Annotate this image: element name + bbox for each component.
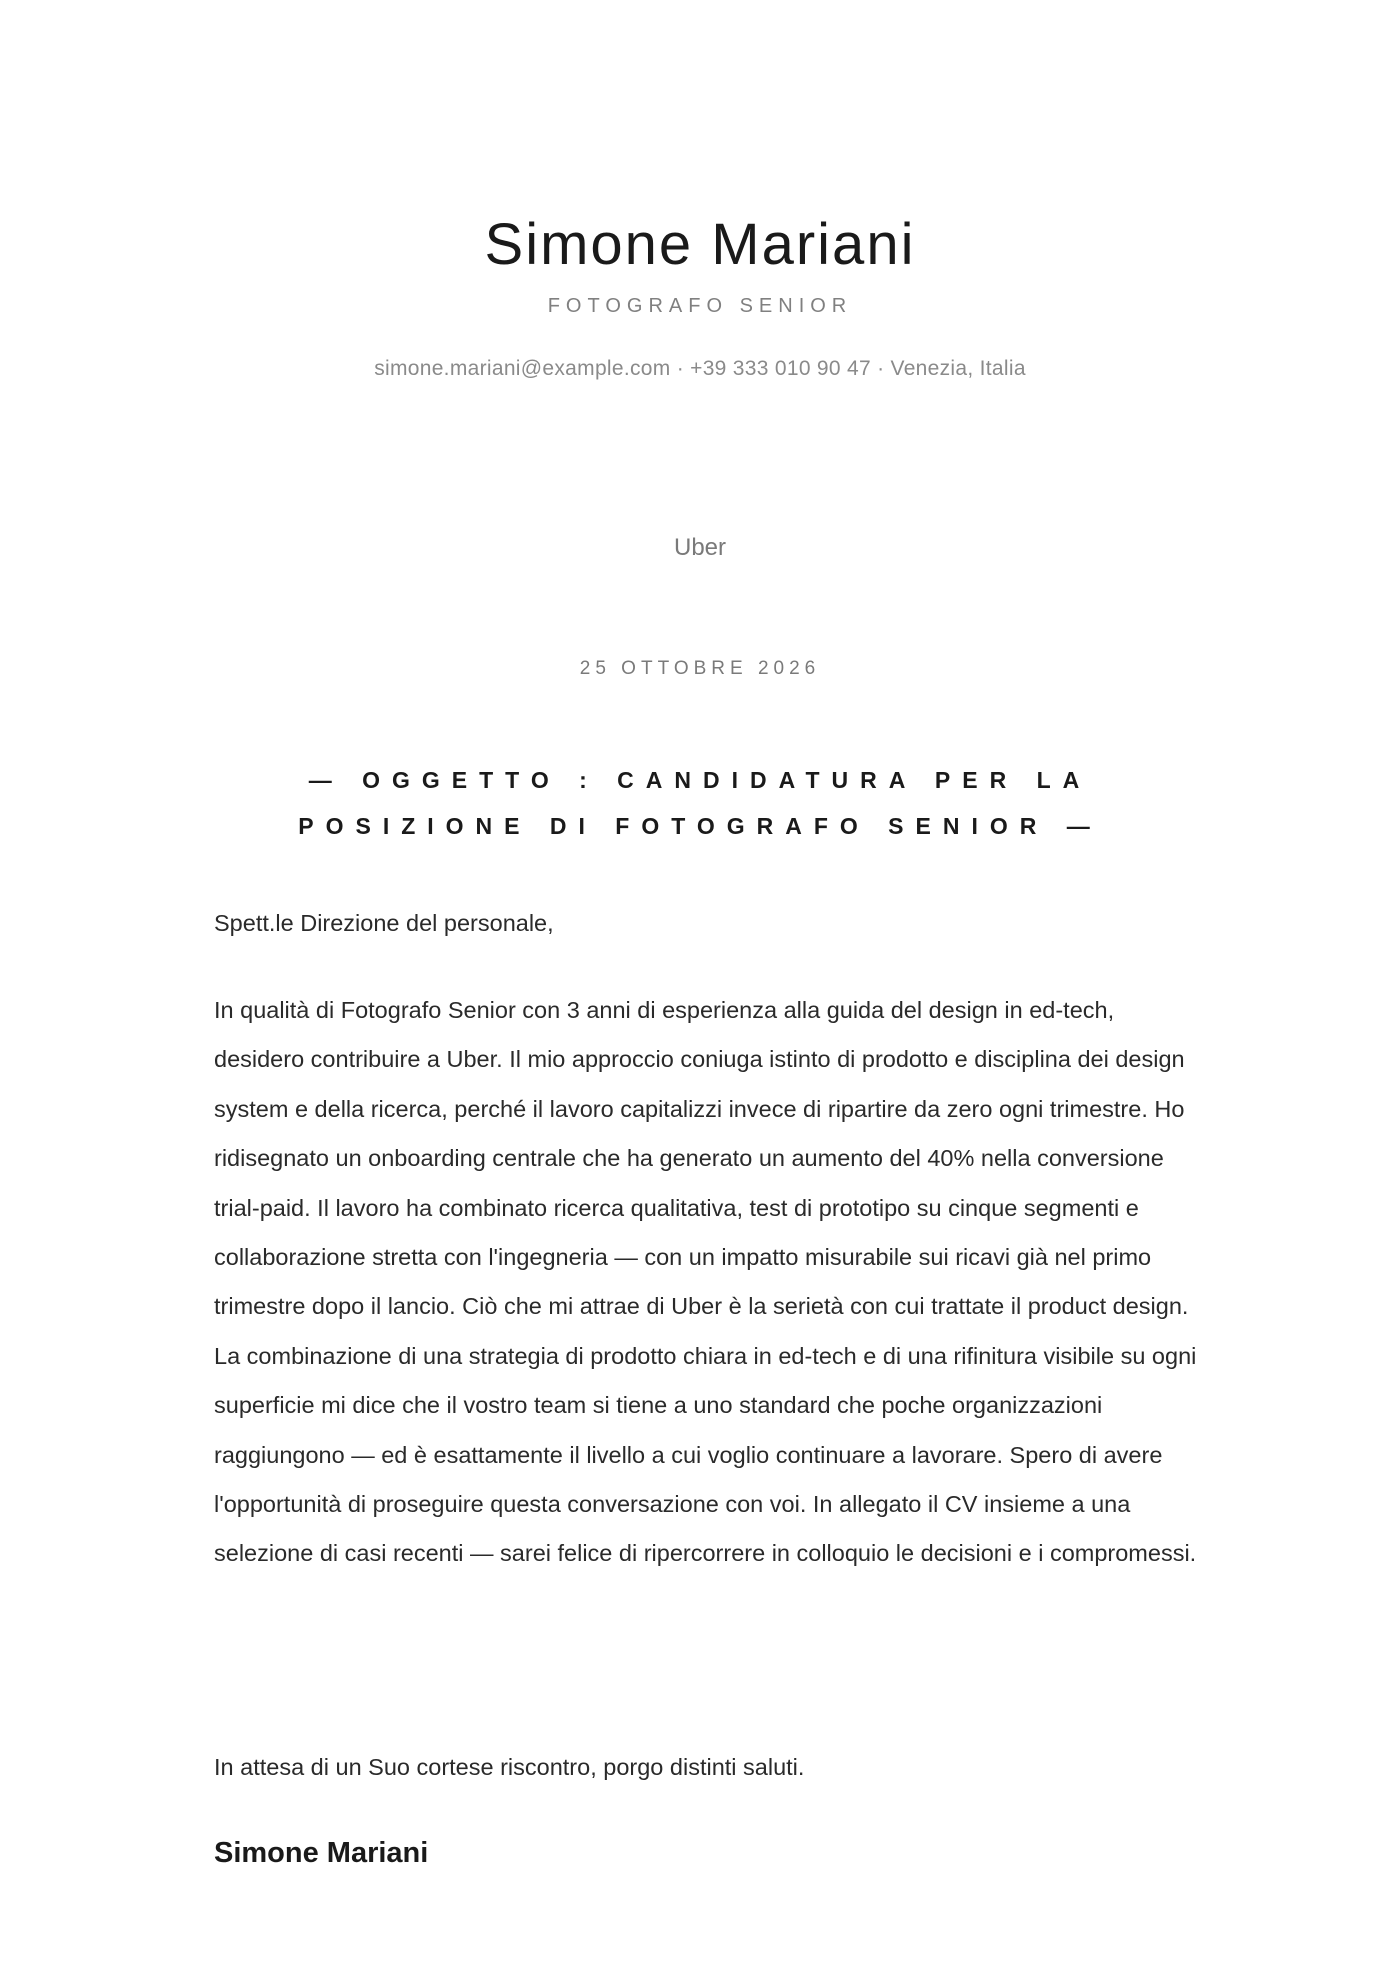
recipient-company: Uber xyxy=(673,534,727,561)
letter-body xyxy=(214,906,1204,1579)
sender-contact: simone.mariani@example.com · +39 333 010 90 47 · Venezia, Italia xyxy=(374,357,1026,380)
sender-role: FOTOGRAFO SENIOR xyxy=(547,295,853,317)
letter-subject: — OGGETTO : CANDIDATURA PER LA POSIZIONE DI FOTOGRAFO SENIOR — xyxy=(298,767,1102,839)
letter-salutation: Spett.le Direzione del personale, xyxy=(214,910,554,936)
letter-header xyxy=(0,205,1400,383)
sender-name: Simone Mariani xyxy=(484,212,916,277)
letter-date: 25 OTTOBRE 2026 xyxy=(579,658,821,679)
letter-paragraph: In qualità di Fotografo Senior con 3 anni di esperienza alla guida del design in ed-tech, desidero contribuire a Uber. Il mio approccio coniuga istinto di prodotto e disciplina dei design system e della ricerca, perché il lavoro capitalizzi invece di ripartire da zero ogni trimestre. Ho ridisegnato un onboarding centrale che ha generato un aumento del 40% nella conversione trial-paid. Il lavoro ha combinato ricerca qualitativa, test di prototipo su cinque segmenti e collaborazione stretta con l'ingegneria — con un impatto misurabile sui ricavi già nel primo trimestre dopo il lancio. Ciò che mi attrae di Uber è la serietà con cui trattate il product design. La combinazione di una strategia di prodotto chiara in ed-tech e di una rifinitura visibile su ogni superficie mi dice che il vostro team si tiene a uno standard che poche organizzazioni raggiungono — ed è esattamente il livello a cui voglio continuare a lavorare. Spero di avere l'opportunità di proseguire questa conversazione con voi. In allegato il CV insieme a una selezione di casi recenti — sarei felice di ripercorrere in colloquio le decisioni e i compromessi. xyxy=(214,997,1197,1567)
letter-signature: Simone Mariani xyxy=(214,1837,429,1869)
letter-closing: In attesa di un Suo cortese riscontro, porgo distinti saluti. xyxy=(214,1754,805,1780)
